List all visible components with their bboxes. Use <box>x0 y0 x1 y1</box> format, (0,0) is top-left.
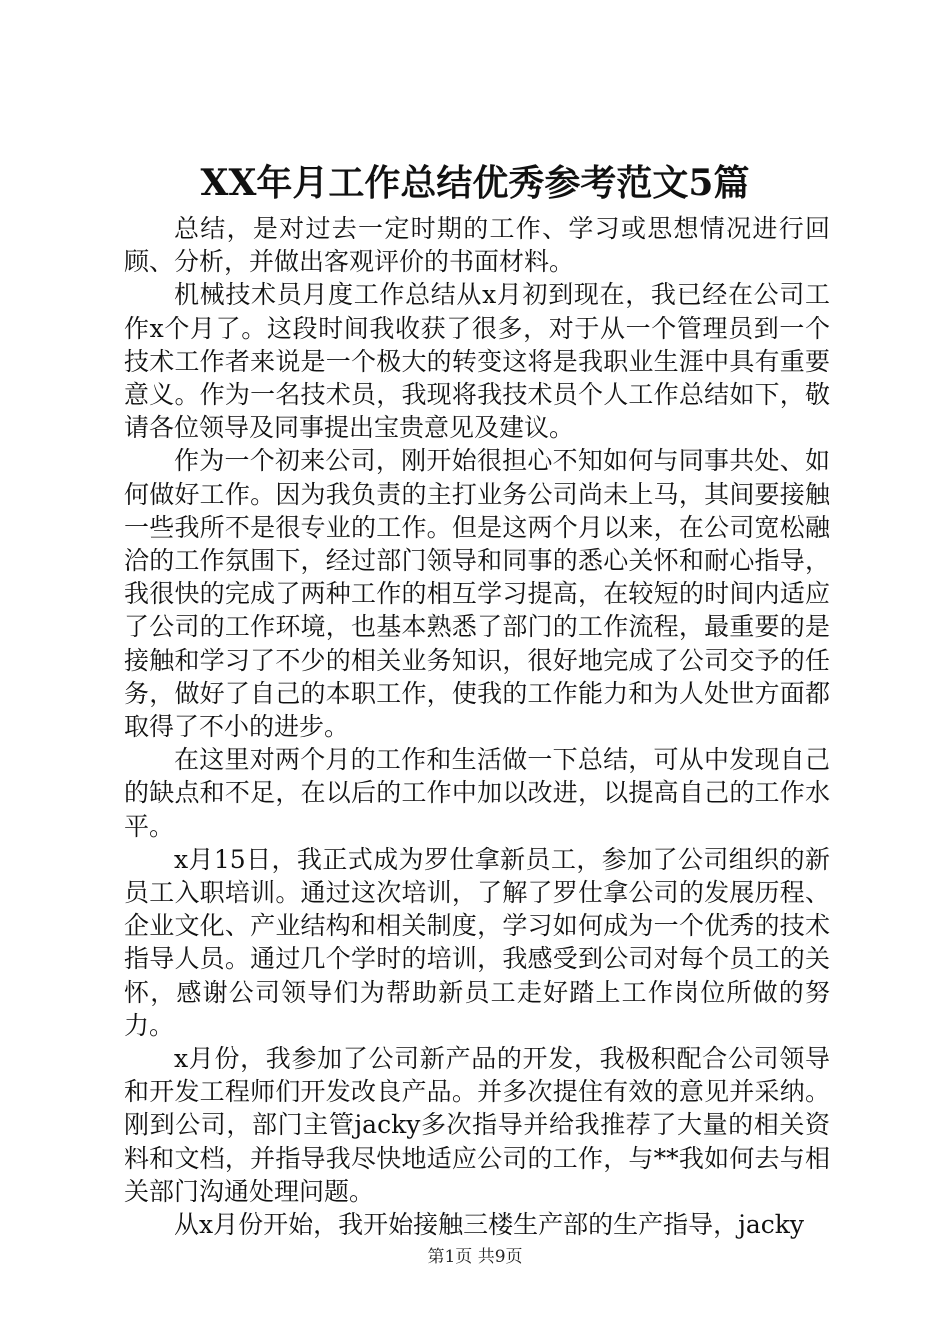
paragraph-7: 从x月份开始，我开始接触三楼生产部的生产指导，jacky <box>174 1210 805 1240</box>
paragraph-1: 总结，是对过去一定时期的工作、学习或思想情况进行回顾、分析，并做出客观评价的书面材料。 <box>124 214 830 277</box>
document-title: XX年月工作总结优秀参考范文5篇 <box>200 162 750 204</box>
page-footer: 第1页 共9页 <box>427 1247 523 1267</box>
paragraph-5: x月15日，我正式成为罗仕拿新员工，参加了公司组织的新员工入职培训。通过这次培训，了解了罗仕拿公司的发展历程、企业文化、产业结构和相关制度，学习如何成为一个优秀的技术指导人员。通过几个学时的培训，我感受到公司对每个员工的关怀，感谢公司领导们为帮助新员工走好踏上工作岗位所做的努力。 <box>124 844 830 1040</box>
paragraph-4: 在这里对两个月的工作和生活做一下总结，可从中发现自己的缺点和不足，在以后的工作中加以改进，以提高自己的工作水平。 <box>124 745 830 841</box>
paragraph-2: 机械技术员月度工作总结从x月初到现在，我已经在公司工作x个月了。这段时间我收获了很多，对于从一个管理员到一个技术工作者来说是一个极大的转变这将是我职业生涯中具有重要意义。作为一名技术员，我现将我技术员个人工作总结如下，敬请各位领导及同事提出宝贵意见及建议。 <box>124 280 830 443</box>
document-body <box>124 212 830 1241</box>
paragraph-3: 作为一个初来公司，刚开始很担心不知如何与同事共处、如何做好工作。因为我负责的主打业务公司尚未上马，其间要接触一些我所不是很专业的工作。但是这两个月以来，在公司宽松融洽的工作氛围下，经过部门领导和同事的悉心关怀和耐心指导，我很快的完成了两种工作的相互学习提高，在较短的时间内适应了公司的工作环境，也基本熟悉了部门的工作流程，最重要的是接触和学习了不少的相关业务知识，很好地完成了公司交予的任务，做好了自己的本职工作，使我的工作能力和为人处世方面都取得了不小的进步。 <box>124 446 830 742</box>
paragraph-6: x月份，我参加了公司新产品的开发，我极积配合公司领导和开发工程师们开发改良产品。并多次提住有效的意见并采纳。刚到公司，部门主管jacky多次指导并给我推荐了大量的相关资料和文档，并指导我尽快地适应公司的工作，与**我如何去与相关部门沟通处理问题。 <box>124 1044 830 1206</box>
